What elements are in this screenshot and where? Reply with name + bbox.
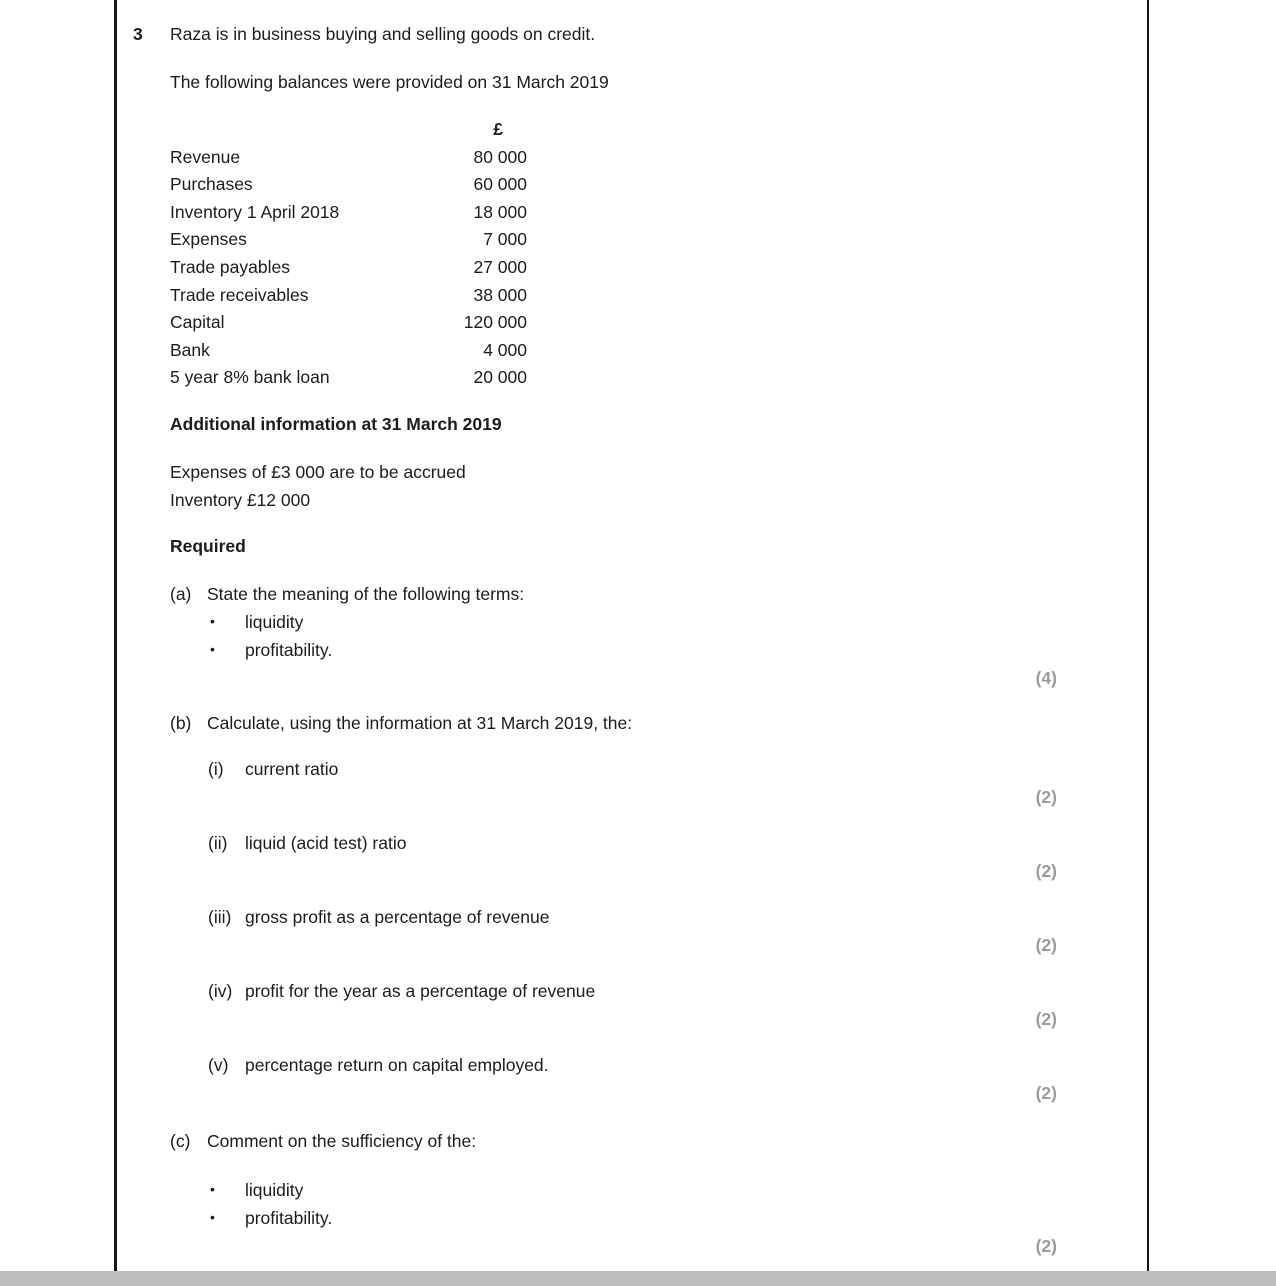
balance-label: Revenue	[170, 146, 241, 167]
subpart-label: (ii)	[208, 832, 228, 853]
bullet-text: liquidity	[245, 1179, 304, 1200]
part-label: (a)	[170, 583, 192, 604]
bullet-item	[207, 636, 1057, 664]
subpart-text: liquid (acid test) ratio	[245, 832, 407, 853]
balance-row	[170, 199, 527, 227]
bullet-item	[207, 608, 1057, 636]
balance-label: Capital	[170, 312, 225, 333]
bullet-item	[207, 1176, 1057, 1204]
marks-label: (2)	[1035, 786, 1057, 807]
marks-label: (2)	[1035, 934, 1057, 955]
balance-row	[170, 282, 527, 310]
bullet-icon: •	[210, 640, 215, 657]
balance-label: Inventory 1 April 2018	[170, 201, 340, 222]
marks-label: (2)	[1035, 1082, 1057, 1103]
right-margin-rule	[1147, 0, 1149, 1271]
balance-row	[170, 226, 527, 254]
marks-label: (2)	[1035, 860, 1057, 881]
marks-label: (4)	[1035, 667, 1057, 688]
part-b	[170, 709, 1057, 1107]
question-intro-row	[133, 20, 1057, 48]
subpart-i	[207, 755, 1057, 811]
balance-value: 80 000	[473, 146, 527, 167]
balance-row	[170, 171, 527, 199]
part-c	[170, 1127, 1057, 1260]
subpart-iv	[207, 977, 1057, 1033]
subpart-label: (i)	[208, 758, 224, 779]
subpart-label: (v)	[208, 1054, 229, 1075]
balance-value: 120 000	[463, 312, 527, 333]
balance-row	[170, 309, 527, 337]
balance-value: 27 000	[473, 256, 527, 277]
balance-label: Purchases	[170, 174, 253, 195]
part-label: (c)	[170, 1130, 191, 1151]
balance-row	[170, 254, 527, 282]
subpart-label: (iii)	[208, 906, 232, 927]
additional-info-heading: Additional information at 31 March 2019	[170, 413, 502, 434]
left-margin-rule	[114, 0, 117, 1271]
marks-label: (2)	[1035, 1008, 1057, 1029]
balance-row	[170, 337, 527, 365]
subpart-text: current ratio	[245, 758, 339, 779]
additional-info-line: Expenses of £3 000 are to be accrued	[170, 461, 466, 482]
bottom-edge-band	[0, 1271, 1276, 1286]
subpart-iii	[207, 903, 1057, 959]
marks-label: (2)	[1035, 1235, 1057, 1256]
currency-header: £	[493, 119, 503, 139]
balance-value: 7 000	[483, 229, 527, 250]
question-content	[133, 20, 1057, 1260]
balance-label: Expenses	[170, 229, 247, 250]
bullet-item	[207, 1204, 1057, 1232]
bullet-text: profitability.	[245, 639, 333, 660]
balance-label: Trade receivables	[170, 284, 309, 305]
bullet-text: liquidity	[245, 611, 304, 632]
balance-label: 5 year 8% bank loan	[170, 367, 330, 388]
question-intro-text: Raza is in business buying and selling goods on credit.	[170, 24, 596, 44]
subpart-ii	[207, 829, 1057, 885]
subpart-label: (iv)	[208, 980, 233, 1001]
balance-value: 38 000	[473, 284, 527, 305]
balance-row	[170, 144, 527, 172]
part-a	[170, 580, 1057, 692]
subpart-text: gross profit as a percentage of revenue	[245, 906, 550, 927]
bullet-icon: •	[210, 1180, 215, 1197]
balance-value: 4 000	[483, 339, 527, 360]
balance-value: 18 000	[473, 201, 527, 222]
bullet-text: profitability.	[245, 1207, 333, 1228]
subpart-text: percentage return on capital employed.	[245, 1054, 549, 1075]
part-label: (b)	[170, 712, 192, 733]
balance-row	[170, 364, 527, 392]
balances-table	[170, 116, 527, 392]
balance-value: 60 000	[473, 174, 527, 195]
balance-value: 20 000	[473, 367, 527, 388]
subpart-v	[207, 1051, 1057, 1107]
part-text: Comment on the sufficiency of the:	[207, 1130, 477, 1151]
balance-label: Trade payables	[170, 256, 290, 277]
part-text: State the meaning of the following terms:	[207, 583, 525, 604]
bullet-icon: •	[210, 612, 215, 629]
required-heading: Required	[170, 535, 246, 556]
subpart-text: profit for the year as a percentage of revenue	[245, 980, 596, 1001]
bullet-icon: •	[210, 1208, 215, 1225]
part-text: Calculate, using the information at 31 March 2019, the:	[207, 712, 633, 733]
additional-info-line: Inventory £12 000	[170, 489, 311, 510]
balance-label: Bank	[170, 339, 210, 360]
balances-intro-text: The following balances were provided on 31 March 2019	[170, 72, 609, 92]
question-number: 3	[133, 24, 143, 44]
